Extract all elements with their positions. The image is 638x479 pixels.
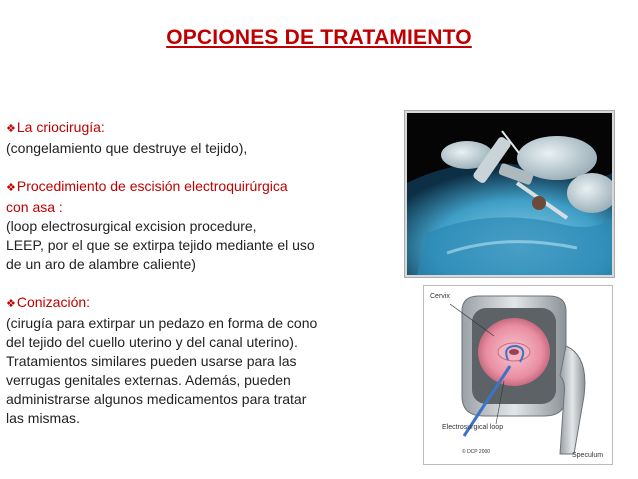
item-heading-cont: con asa : [6,199,63,215]
list-item-leep [6,177,404,274]
speculum-label: Speculum [572,452,604,459]
surgery-photo [405,111,614,277]
item-description: LEEP, por el que se extirpa tejido mediante el uso [6,237,315,253]
speculum-cervix-illustration [424,286,612,464]
cervix-label: Cervix [430,293,450,300]
leep-diagram [423,285,613,465]
treatment-list [6,118,404,447]
page-title: OPCIONES DE TRATAMIENTO [166,26,472,49]
item-description: Tratamientos similares pueden usarse para las [6,353,297,369]
item-description: las mismas. [6,410,80,426]
list-item-criocirugia [6,118,404,158]
electrosurgical-loop-label: Electrosurgical loop [442,424,504,431]
diamond-bullet-icon: ❖ [6,298,16,310]
item-description: (cirugía para extirpar un pedazo en forma de cono [6,315,318,331]
item-heading: La criocirugía: [16,119,105,135]
surgery-photo-illustration [407,113,612,275]
list-item-conizacion [6,293,404,428]
item-description: del tejido del cuello uterino y del canal uterino). [6,334,298,350]
item-description: de un aro de alambre caliente) [6,256,196,272]
item-heading: Procedimiento de escisión electroquirúrgica [16,178,288,194]
item-heading: Conización: [16,294,91,310]
item-description: (loop electrosurgical excision procedure, [6,218,257,234]
diamond-bullet-icon: ❖ [6,123,16,135]
diamond-bullet-icon: ❖ [6,182,16,194]
item-description: (congelamiento que destruye el tejido), [6,140,248,156]
copyright-label: © DCP 2000 [462,449,491,455]
item-description: verrugas genitales externas. Además, pueden [6,372,291,388]
item-description: administrarse algunos medicamentos para tratar [6,391,307,407]
